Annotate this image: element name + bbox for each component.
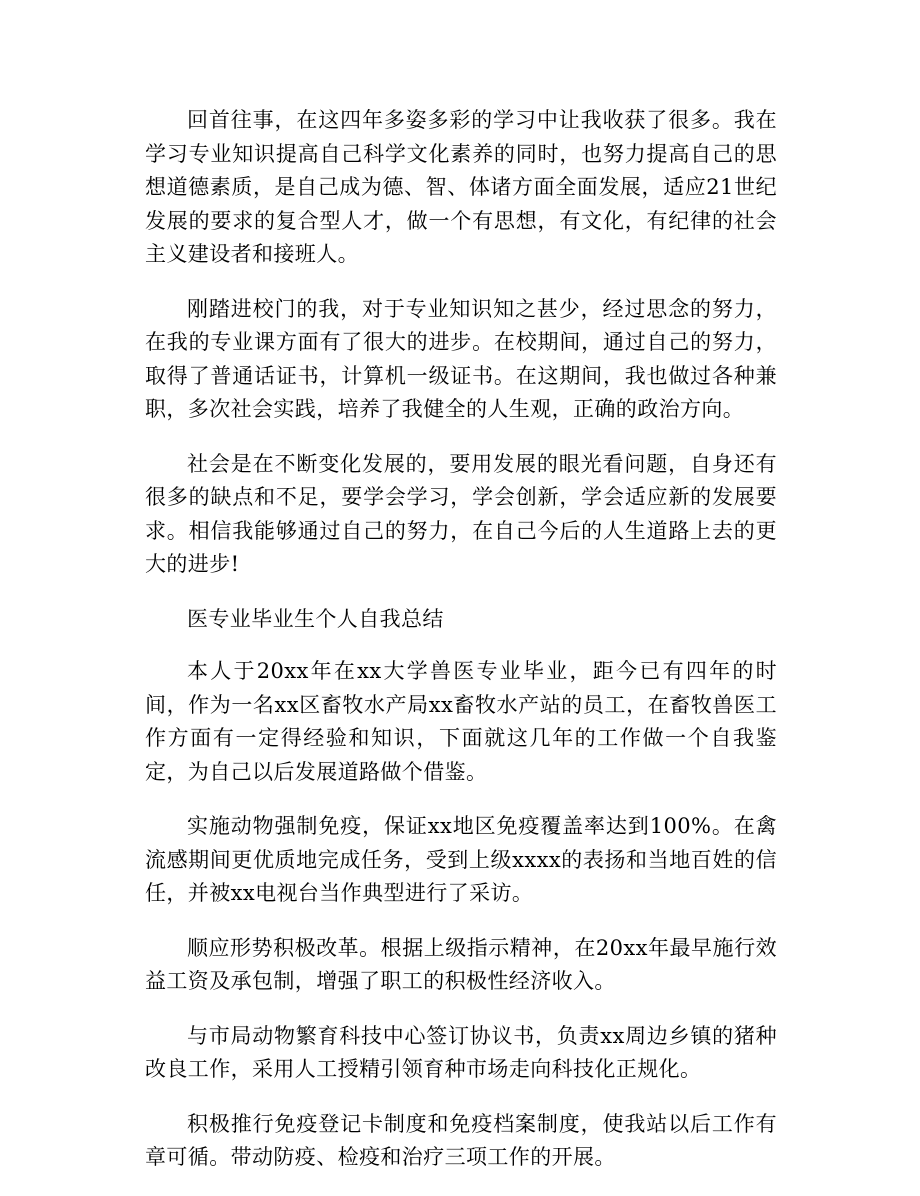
paragraph-reform: 顺应形势积极改革。根据上级指示精神，在20xx年最早施行效益工资及承包制，增强了职工的积极性经济收入。 xyxy=(145,935,777,993)
document-body xyxy=(145,104,777,1196)
paragraph-breeding-agreement: 与市局动物繁育科技中心签订协议书，负责xx周边乡镇的猪种改良工作，采用人工授精引领育种市场走向科技化正规化。 xyxy=(145,1023,777,1081)
paragraph-introduction: 本人于20xx年在xx大学兽医专业毕业，距今已有四年的时间，作为一名xx区畜牧水产局xx畜牧水产站的员工，在畜牧兽医工作方面有一定得经验和知识，下面就这几年的工作做一个自我鉴定，为自己以后发展道路做个借鉴。 xyxy=(145,659,777,784)
paragraph-registration-system: 积极推行免疫登记卡制度和免疫档案制度，使我站以后工作有章可循。带动防疫、检疫和治疗三项工作的开展。 xyxy=(145,1111,777,1169)
section-heading: 医专业毕业生个人自我总结 xyxy=(187,606,444,631)
paragraph-immunization: 实施动物强制免疫，保证xx地区免疫覆盖率达到100%。在禽流感期间更优质地完成任务，受到上级xxxx的表扬和当地百姓的信任，并被xx电视台当作典型进行了采访。 xyxy=(145,814,777,905)
paragraph-future-goals: 社会是在不断变化发展的，要用发展的眼光看问题，自身还有很多的缺点和不足，要学会学习，学会创新，学会适应新的发展要求。相信我能够通过自己的努力，在自己今后的人生道路上去的更大的进步! xyxy=(145,451,777,576)
paragraph-reflection: 回首往事，在这四年多姿多彩的学习中让我收获了很多。我在学习专业知识提高自己科学文化素养的同时，也努力提高自己的思想道德素质，是自己成为德、智、体诸方面全面发展，适应21世纪发展的要求的复合型人才，做一个有思想，有文化，有纪律的社会主义建设者和接班人。 xyxy=(145,108,777,266)
paragraph-school-progress: 刚踏进校门的我，对于专业知识知之甚少，经过思念的努力，在我的专业课方面有了很大的进步。在校期间，通过自己的努力，取得了普通话证书，计算机一级证书。在这期间，我也做过各种兼职，多次社会实践，培养了我健全的人生观，正确的政治方向。 xyxy=(145,296,777,421)
